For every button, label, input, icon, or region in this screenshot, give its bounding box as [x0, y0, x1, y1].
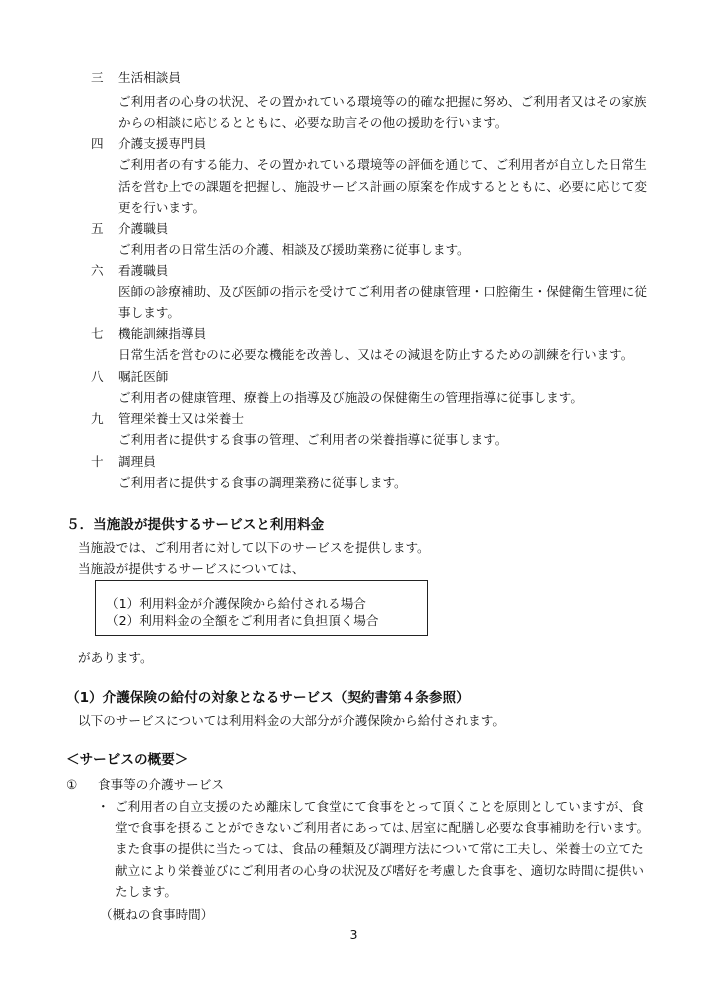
- bullet-line: ご利用者の自立支援のため離床して食堂にて食事をとって頂くことを原則としていますが、食: [115, 799, 644, 814]
- bullet-line: また食事の提供に当たっては、食品の種類及び調理方法について常に工夫し、栄養士の立てた: [115, 841, 644, 856]
- item-marker: ①: [66, 777, 78, 792]
- bullet-marker: ・: [97, 799, 110, 814]
- staff-title: 管理栄養士又は栄養士: [118, 411, 244, 426]
- staff-title: 看護職員: [118, 263, 169, 278]
- staff-desc-line: ご利用者の有する能力、その置かれている環境等の評価を通じて、ご利用者が自立した日常生: [118, 157, 647, 172]
- page-number: 3: [349, 927, 358, 942]
- staff-desc-line: 日常生活を営むのに必要な機能を改善し、又はその減退を防止するための訓練を行います。: [118, 347, 634, 362]
- staff-num: 三: [91, 70, 104, 85]
- bullet-line: 献立により栄養並びにご利用者の心身の状況及び嗜好を考慮した食事を、適切な時間に提供い: [115, 863, 644, 878]
- paragraph-line: 以下のサービスについては利用料金の大部分が介護保険から給付されます。: [78, 713, 505, 728]
- staff-desc-line: 更を行います。: [118, 200, 206, 215]
- staff-num: 九: [91, 411, 104, 426]
- box-item: （2）利用料金の全額をご利用者に負担頂く場合: [106, 613, 379, 628]
- subsection-heading: （1）介護保険の給付の対象となるサービス（契約書第４条参照）: [66, 690, 470, 706]
- staff-num: 五: [91, 221, 104, 236]
- staff-desc-line: ご利用者の健康管理、療養上の指導及び施設の保健衛生の管理指導に従事します。: [118, 390, 583, 405]
- overview-heading: ＜サービスの概要＞: [66, 752, 189, 768]
- staff-title: 介護支援専門員: [118, 136, 207, 151]
- staff-num: 四: [91, 136, 104, 151]
- box-item: （1）利用料金が介護保険から給付される場合: [106, 596, 366, 611]
- staff-title: 調理員: [118, 454, 156, 469]
- bullet-line: 堂で食事を摂ることができないご利用者にあっては､居室に配膳し必要な食事補助を行います。: [115, 820, 650, 835]
- staff-desc-line: ご利用者の日常生活の介護、相談及び援助業務に従事します。: [118, 242, 470, 257]
- staff-num: 六: [91, 263, 104, 278]
- meal-time-label: （概ねの食事時間）: [100, 907, 214, 922]
- staff-desc-line: ご利用者の心身の状況、その置かれている環境等の的確な把握に努め、ご利用者又はその家族: [118, 94, 647, 109]
- item-title: 食事等の介護サービス: [98, 777, 224, 792]
- staff-title: 嘱託医師: [118, 369, 169, 384]
- staff-desc-line: ご利用者に提供する食事の調理業務に従事します。: [118, 475, 407, 490]
- staff-title: 介護職員: [118, 221, 169, 236]
- staff-num: 八: [91, 369, 104, 384]
- staff-desc-line: ご利用者に提供する食事の管理、ご利用者の栄養指導に従事します。: [118, 432, 508, 447]
- service-type-box: [95, 580, 428, 636]
- staff-desc-line: 医師の診療補助、及び医師の指示を受けてご利用者の健康管理・口腔衛生・保健衛生管理に従: [118, 284, 647, 299]
- staff-desc-line: 活を営む上での課題を把握し、施設サービス計画の原案を作成するとともに、必要に応じて変: [118, 179, 647, 194]
- staff-desc-line: からの相談に応じるとともに、必要な助言その他の援助を行います。: [118, 115, 508, 130]
- section-heading: ５．当施設が提供するサービスと利用料金: [66, 517, 325, 533]
- paragraph-line: があります。: [78, 650, 153, 665]
- staff-desc-line: 事します。: [118, 305, 180, 320]
- staff-num: 十: [91, 454, 104, 469]
- staff-num: 七: [91, 326, 104, 341]
- paragraph-line: 当施設が提供するサービスについては、: [78, 561, 305, 576]
- staff-title: 機能訓練指導員: [118, 326, 207, 341]
- staff-title: 生活相談員: [118, 70, 181, 85]
- bullet-line: たします。: [115, 884, 177, 899]
- paragraph-line: 当施設では、ご利用者に対して以下のサービスを提供します。: [78, 540, 430, 555]
